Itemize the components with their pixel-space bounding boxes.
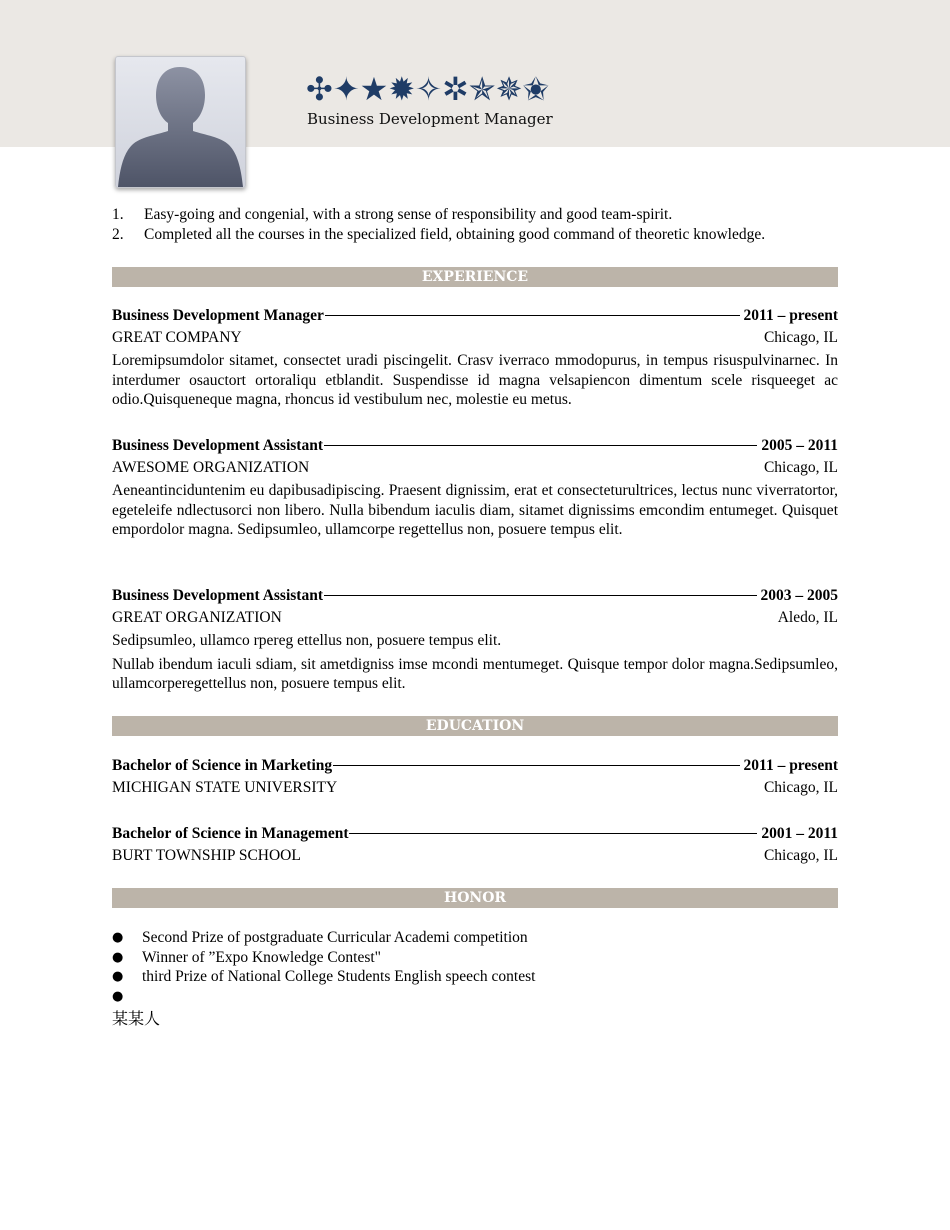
leader-line: [333, 765, 739, 766]
experience-dates: 2011 – present: [743, 307, 838, 324]
education-degree: Bachelor of Science in Management: [112, 825, 349, 842]
experience-dates: 2005 – 2011: [761, 437, 838, 454]
list-item: [112, 948, 838, 968]
section-header-honor: HONOR: [112, 888, 838, 908]
experience-organization: GREAT ORGANIZATION: [112, 609, 282, 626]
bullet-icon: ●: [112, 949, 124, 965]
experience-location: Chicago, IL: [763, 329, 838, 346]
education-degree: Bachelor of Science in Marketing: [112, 757, 333, 774]
experience-entry: [112, 435, 838, 540]
leader-line: [324, 445, 757, 446]
bullet-icon: ●: [112, 988, 124, 1004]
list-item: [112, 928, 838, 948]
list-item: [112, 987, 838, 1007]
education-entry: [112, 755, 838, 799]
leader-line: [349, 833, 757, 834]
honors-list: [112, 928, 838, 1006]
education-location: Chicago, IL: [763, 779, 838, 796]
list-item: [112, 967, 838, 987]
leader-line: [324, 595, 757, 596]
summary-item: [112, 205, 838, 225]
summary-item-text: Easy-going and congenial, with a strong sense of responsibility and good team-spirit.: [144, 206, 673, 223]
section-header-education: EDUCATION: [112, 716, 838, 736]
honor-text: Winner of ”Expo Knowledge Contest": [142, 948, 382, 966]
avatar-silhouette-icon: [116, 57, 245, 187]
experience-title: Business Development Manager: [112, 307, 324, 324]
experience-location: Chicago, IL: [763, 459, 838, 476]
experience-dates: 2003 – 2005: [760, 587, 838, 604]
education-dates: 2001 – 2011: [761, 825, 838, 842]
honor-text: Second Prize of postgraduate Curricular Academi competition: [142, 929, 528, 946]
education-location: Chicago, IL: [763, 847, 838, 864]
experience-organization: AWESOME ORGANIZATION: [112, 459, 310, 476]
education-entry: [112, 823, 838, 867]
experience-location: Aledo, IL: [777, 609, 838, 626]
experience-description: Sedipsumleo, ullamco rpereg ettellus non, posuere tempus elit.: [112, 632, 502, 649]
summary-item-number: 1.: [112, 206, 124, 223]
section-header-experience: EXPERIENCE: [112, 267, 838, 287]
experience-title: Business Development Assistant: [112, 587, 323, 604]
honor-text: third Prize of National College Students English speech contest: [142, 968, 536, 985]
experience-entry: [112, 585, 838, 694]
profile-photo: [115, 56, 246, 188]
education-school: BURT TOWNSHIP SCHOOL: [112, 847, 301, 864]
experience-description: Loremipsumdolor sitamet, consectet uradi piscingelit. Crasv iverraco mmodopurus, in tempus risuspulvinarnec. In interdumer osauctort ortoraliqu etblandit. Suspendisse id magna velsapiencon dimentum scele risqueeget ac odio.Quisqueneque magna, rhoncus id vestibulum nec, molestie eu metus.: [112, 352, 838, 408]
summary-list: [112, 205, 838, 245]
bullet-icon: ●: [112, 930, 124, 945]
education-school: MICHIGAN STATE UNIVERSITY: [112, 779, 338, 796]
bullet-icon: ●: [112, 969, 124, 984]
summary-item-text: Completed all the courses in the specialized field, obtaining good command of theoretic knowledge.: [144, 226, 766, 243]
name-symbols: ✣✦★✹✧✲✯✵✬: [306, 70, 550, 108]
job-title: Business Development Manager: [307, 110, 553, 128]
leader-line: [325, 315, 740, 316]
education-dates: 2011 – present: [743, 757, 838, 774]
experience-description: Aeneantinciduntenim eu dapibusadipiscing. Praesent dignissim, erat et consecteturultrices, lectus nunc viverratortor, egeteleife ndlectusorci non libero. Nulla bibendum iaculis diam, sitamet dignissims emcondim entumeget. Quisquet empordolor magna. Sedipsumleo, ullamcorpe regettellus non, posuere tempus elit.: [112, 482, 838, 538]
experience-organization: GREAT COMPANY: [112, 329, 242, 346]
experience-entry: [112, 305, 838, 410]
summary-item-number: 2.: [112, 226, 124, 243]
experience-title: Business Development Assistant: [112, 437, 323, 454]
experience-description: Nullab ibendum iaculi sdiam, sit ametdigniss imse mcondi mentumeget. Quisque tempor dolor magna.Sedipsumleo, ullamcorperegettellus non, posuere tempus elit.: [112, 655, 838, 692]
footer-name: 某某人: [112, 1009, 161, 1028]
summary-item: [112, 225, 838, 245]
